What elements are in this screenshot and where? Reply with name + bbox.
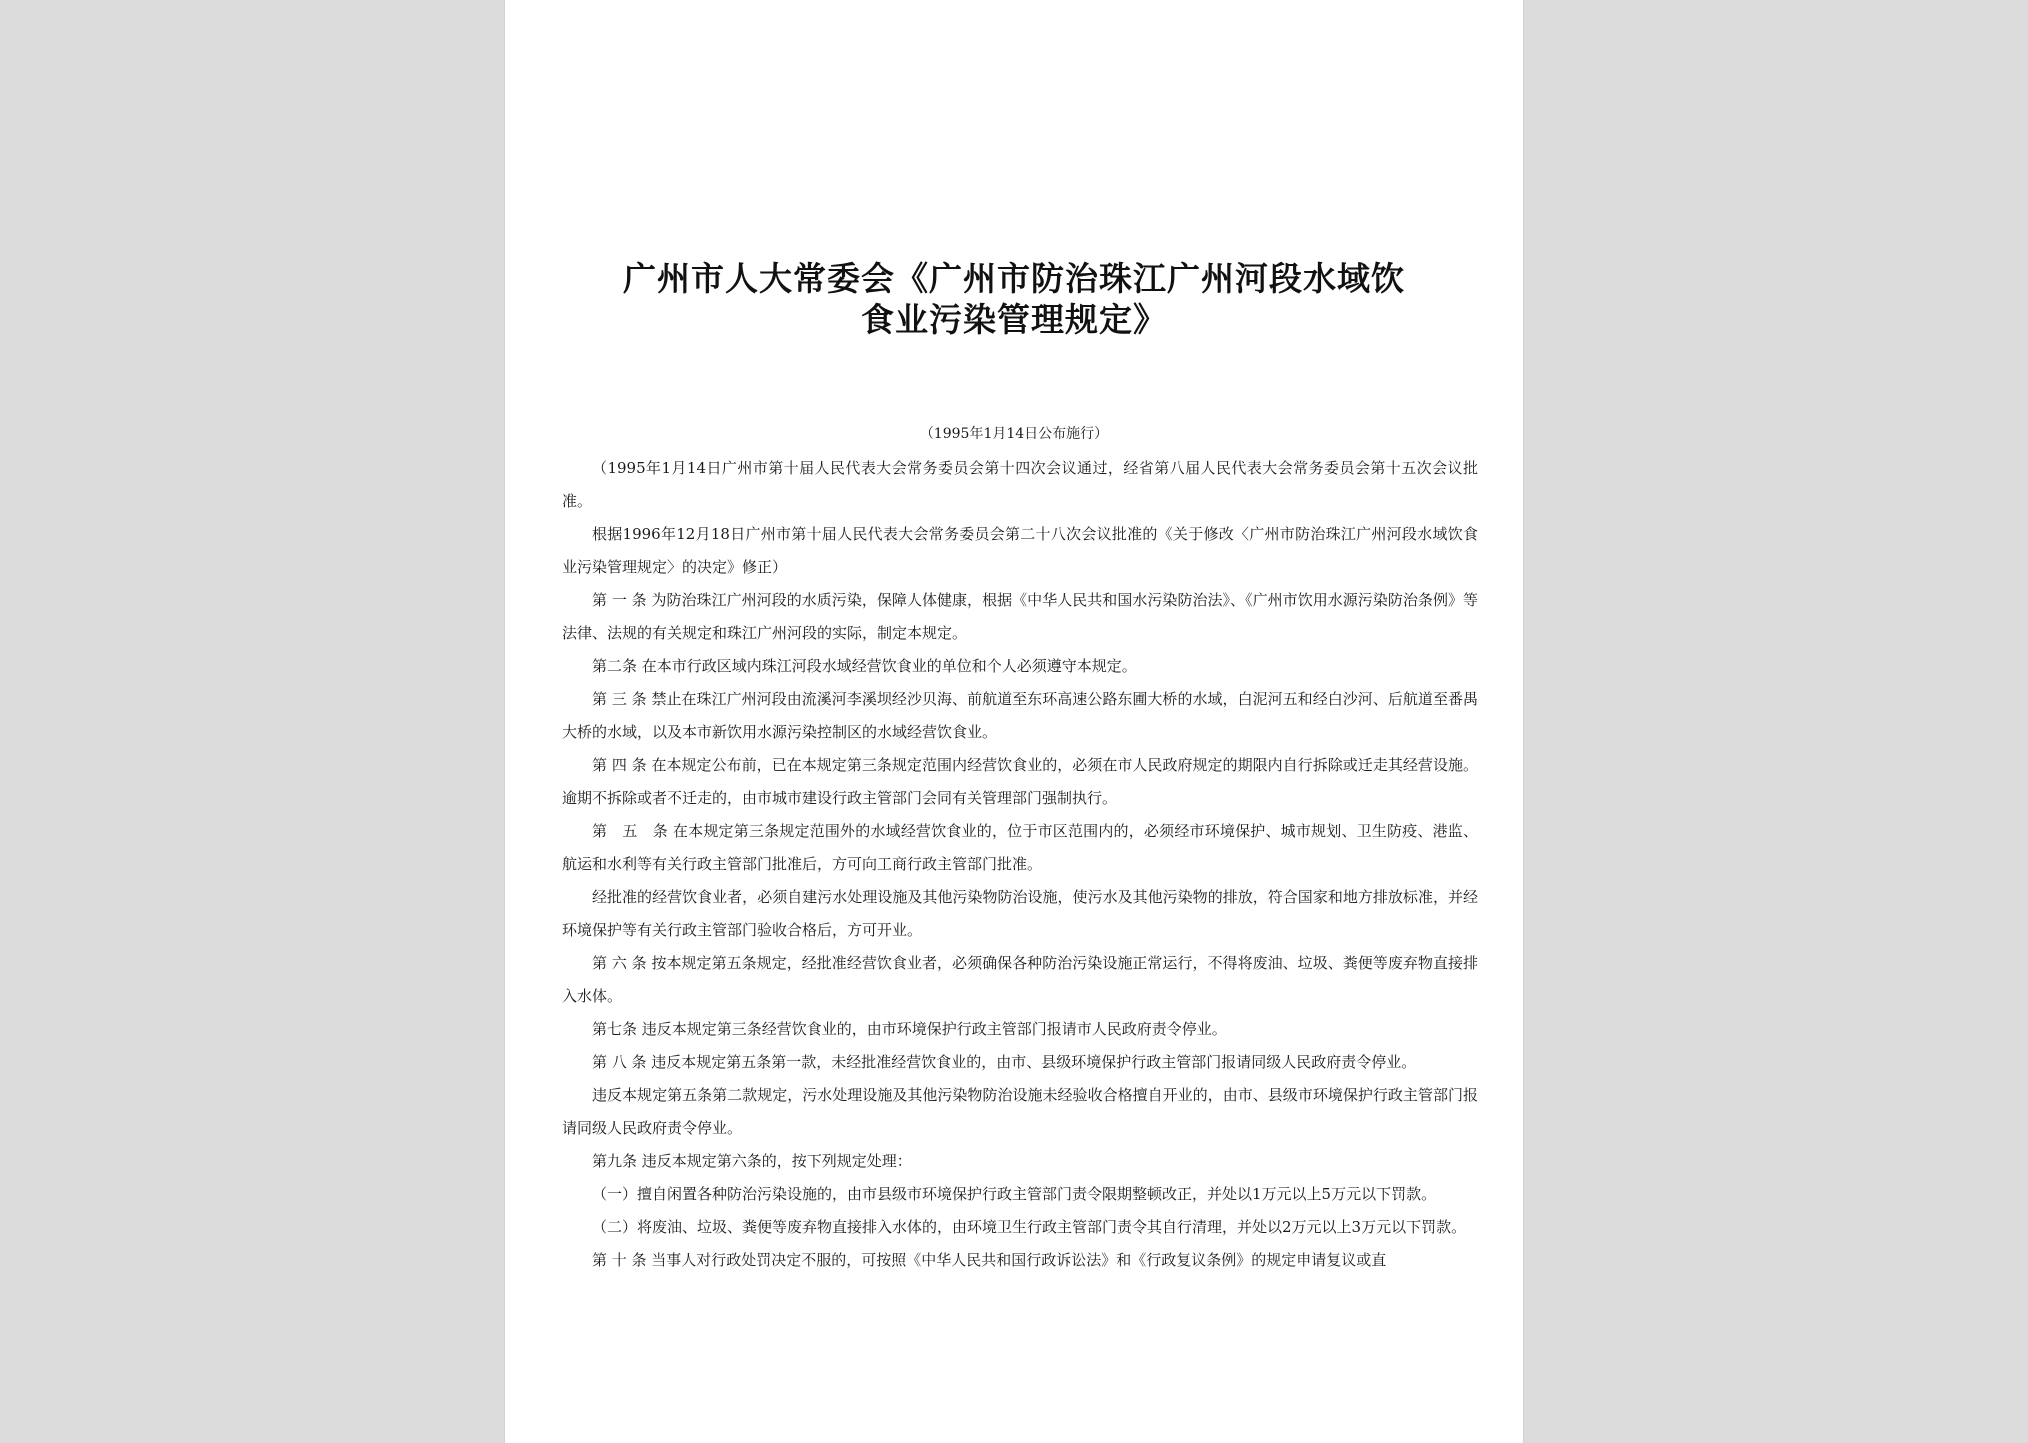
paragraph: 根据1996年12月18日广州市第十届人民代表大会常务委员会第二十八次会议批准的《关于修改〈广州市防治珠江广州河段水域饮食业污染管理规定〉的决定》修正） [562, 525, 1478, 576]
paragraph: 第 四 条 在本规定公布前，已在本规定第三条规定范围内经营饮食业的，必须在市人民政府规定的期限内自行拆除或迁走其经营设施。逾期不拆除或者不迁走的，由市城市建设行政主管部门会同有关管理部门强制执行。 [562, 756, 1478, 807]
title-line: 广州市人大常委会《广州市防治珠江广州河段水域饮 [623, 259, 1405, 298]
paragraph: 第二条 在本市行政区域内珠江河段水域经营饮食业的单位和个人必须遵守本规定。 [592, 657, 1137, 675]
document-page [505, 0, 1523, 1443]
paragraph: 第 一 条 为防治珠江广州河段的水质污染，保障人体健康，根据《中华人民共和国水污染防治法》、《广州市饮用水源污染防治条例》等法律、法规的有关规定和珠江广州河段的实际，制定本规定。 [562, 591, 1478, 642]
paragraph: 第 十 条 当事人对行政处罚决定不服的，可按照《中华人民共和国行政诉讼法》和《行政复议条例》的规定申请复议或直 [592, 1251, 1387, 1269]
title-line: 食业污染管理规定》 [861, 300, 1167, 339]
paragraph: 第 八 条 违反本规定第五条第一款，未经批准经营饮食业的，由市、县级环境保护行政主管部门报请同级人民政府责令停业。 [592, 1053, 1417, 1071]
paragraph: 第 五 条 在本规定第三条规定范围外的水域经营饮食业的，位于市区范围内的，必须经市环境保护、城市规划、卫生防疫、港监、航运和水利等有关行政主管部门批准后，方可向工商行政主管部门批准。 [562, 822, 1478, 873]
document-body [562, 452, 1478, 1277]
paragraph: 经批准的经营饮食业者，必须自建污水处理设施及其他污染物防治设施，使污水及其他污染物的排放，符合国家和地方排放标准，并经环境保护等有关行政主管部门验收合格后，方可开业。 [562, 888, 1478, 939]
paragraph: 第 三 条 禁止在珠江广州河段由流溪河李溪坝经沙贝海、前航道至东环高速公路东圃大桥的水域，白泥河五和经白沙河、后航道至番禺大桥的水域，以及本市新饮用水源污染控制区的水域经营饮食业。 [562, 690, 1478, 741]
paragraph: （1995年1月14日广州市第十届人民代表大会常务委员会第十四次会议通过，经省第八届人民代表大会常务委员会第十五次会议批准。 [562, 459, 1478, 510]
paragraph: （二）将废油、垃圾、粪便等废弃物直接排入水体的，由环境卫生行政主管部门责令其自行清理，并处以2万元以上3万元以下罚款。 [592, 1218, 1467, 1236]
paragraph: 第七条 违反本规定第三条经营饮食业的，由市环境保护行政主管部门报请市人民政府责令停业。 [592, 1020, 1227, 1038]
promulgation-date: （1995年1月14日公布施行） [919, 426, 1109, 442]
paragraph: 第 六 条 按本规定第五条规定，经批准经营饮食业者，必须确保各种防治污染设施正常运行，不得将废油、垃圾、粪便等废弃物直接排入水体。 [562, 954, 1478, 1005]
page-title [545, 258, 1483, 340]
paragraph: 违反本规定第五条第二款规定，污水处理设施及其他污染物防治设施未经验收合格擅自开业的，由市、县级市环境保护行政主管部门报请同级人民政府责令停业。 [562, 1086, 1478, 1137]
paragraph: 第九条 违反本规定第六条的，按下列规定处理： [592, 1152, 912, 1170]
paragraph: （一）擅自闲置各种防治污染设施的，由市县级市环境保护行政主管部门责令限期整顿改正，并处以1万元以上5万元以下罚款。 [592, 1185, 1437, 1203]
